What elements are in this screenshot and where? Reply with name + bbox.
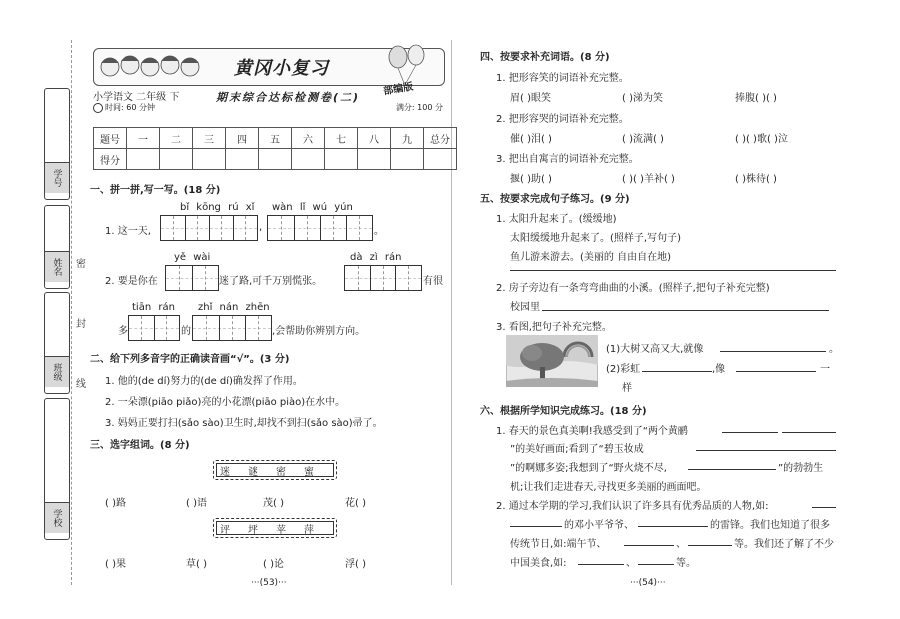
- score-input[interactable]: [391, 149, 424, 170]
- answer-line[interactable]: [642, 371, 712, 372]
- option-char: 坪: [248, 524, 258, 536]
- writing-grid[interactable]: [344, 265, 422, 291]
- time-score-line: [93, 102, 443, 113]
- writing-grid[interactable]: [128, 315, 180, 341]
- question-text: 1. 把形容笑的词语补充完整。: [496, 73, 629, 84]
- question-text: 2. 要是你在: [105, 276, 158, 287]
- question-text: ”的勃勃生: [778, 463, 824, 474]
- page-number-value: 53: [263, 578, 275, 588]
- answer-line[interactable]: [624, 545, 674, 546]
- question-text: 校园里: [510, 302, 540, 313]
- fill-item[interactable]: ( )论: [263, 559, 284, 570]
- question-text: ,会帮助你辨别方向。: [272, 326, 366, 337]
- question-text: 1. 他的(de dí)努力的(de dí)确发挥了作用。: [105, 376, 303, 387]
- option-char: 密: [276, 466, 286, 478]
- pinyin: zhǐ nán zhēn: [198, 302, 270, 313]
- fill-item[interactable]: ( )( )歌( )泣: [735, 134, 788, 145]
- option-char: 评: [220, 524, 230, 536]
- exam-title: 期末综合达标检测卷(二): [216, 91, 361, 104]
- page-number-value: 54: [642, 578, 654, 588]
- question-text: 的雷锋。我们也知道了很多: [710, 520, 830, 531]
- question-text: (2)彩虹: [606, 364, 641, 375]
- question-text: 2. 通过本学期的学习,我们认识了许多具有优秀品质的人物,如:: [496, 501, 769, 512]
- answer-line[interactable]: [722, 432, 778, 433]
- score-cell: 五: [259, 128, 292, 149]
- score-cell: 二: [160, 128, 193, 149]
- question-text: 机;让我们走进春天,寻找更多美丽的画面吧。: [510, 482, 707, 493]
- question-text: ”的啊娜多姿;我想到了“野火烧不尽,: [510, 463, 667, 474]
- answer-line[interactable]: [638, 564, 674, 565]
- section-5-title: 五、按要求完成句子练习。(9 分): [480, 194, 630, 205]
- score-input[interactable]: [292, 149, 325, 170]
- question-text: 鱼儿游来游去。(美丽的 自由自在地): [510, 252, 671, 263]
- question-text: 的: [181, 326, 191, 337]
- question-text: 2. 一朵漂(piāo piǎo)亮的小花漂(piāo piào)在水中。: [105, 397, 346, 408]
- pinyin: bǐ kōng rú xǐ: [180, 202, 255, 213]
- school-box[interactable]: [44, 398, 70, 540]
- question-text: 样: [622, 383, 632, 394]
- score-cell: 总分: [424, 128, 457, 149]
- punctuation: 。: [374, 226, 384, 237]
- name-box[interactable]: [44, 205, 70, 289]
- writing-grid[interactable]: [192, 315, 272, 341]
- answer-line[interactable]: [812, 507, 836, 508]
- score-input[interactable]: [193, 149, 226, 170]
- score-input[interactable]: [226, 149, 259, 170]
- question-text: 一: [820, 364, 830, 375]
- fill-item[interactable]: ( )语: [186, 498, 207, 509]
- question-text: 中国美食,如:: [510, 558, 567, 569]
- fill-item[interactable]: 花( ): [345, 498, 366, 509]
- tree-rainbow-picture: [506, 335, 598, 387]
- question-text: 2. 把形容哭的词语补充完整。: [496, 114, 629, 125]
- fill-item[interactable]: ( )流满( ): [622, 134, 664, 145]
- answer-line[interactable]: [720, 351, 826, 352]
- score-input[interactable]: [424, 149, 457, 170]
- fill-item[interactable]: 浮( ): [345, 559, 366, 570]
- option-char: 苹: [276, 524, 286, 536]
- score-input[interactable]: [325, 149, 358, 170]
- question-text: 传统节日,如:端午节、: [510, 539, 607, 550]
- fill-item[interactable]: ( )果: [105, 559, 126, 570]
- question-text: 迷了路,可千万别慌张。: [219, 276, 323, 287]
- edition-tag: 部编版: [382, 81, 415, 98]
- score-cell: 三: [193, 128, 226, 149]
- answer-line[interactable]: [688, 545, 732, 546]
- score-input[interactable]: [259, 149, 292, 170]
- question-text: (1)大树又高又大,就像: [606, 344, 704, 355]
- option-char: 蜜: [304, 466, 314, 478]
- question-text: 3. 妈妈正要打扫(sǎo sào)卫生时,却找不到扫(sǎo sào)帚了。: [105, 418, 383, 429]
- score-row-label: 得分: [94, 149, 127, 170]
- children-illustration: [98, 51, 206, 83]
- question-text: 3. 看图,把句子补充完整。: [496, 322, 612, 333]
- punct-period: 。: [829, 344, 839, 355]
- section-3-title: 三、选字组词。(8 分): [90, 440, 190, 451]
- page-divider: [451, 40, 452, 585]
- question-text: 的邓小平爷爷、: [564, 520, 634, 531]
- answer-line[interactable]: [638, 526, 708, 527]
- character-options-box: [213, 460, 337, 480]
- seal-word-xian: 线: [76, 379, 86, 390]
- character-options-box: [213, 518, 337, 538]
- fill-item[interactable]: 眉( )眼笑: [510, 93, 551, 104]
- score-table-score-row: [94, 149, 457, 170]
- punctuation: ,: [259, 222, 263, 233]
- fill-item[interactable]: 揠( )助( ): [510, 174, 552, 185]
- writing-grid[interactable]: [267, 215, 373, 241]
- option-char: 萍: [304, 524, 314, 536]
- answer-line[interactable]: [688, 469, 776, 470]
- section-6-title: 六、根据所学知识完成练习。(18 分): [480, 406, 647, 417]
- full-score: 满分: 100 分: [395, 103, 443, 112]
- binding-cut-line: [71, 40, 72, 585]
- score-cell: 四: [226, 128, 259, 149]
- score-input[interactable]: [127, 149, 160, 170]
- student-number-label: 学号: [45, 162, 69, 193]
- class-box[interactable]: [44, 292, 70, 394]
- score-cell: 九: [391, 128, 424, 149]
- fill-item[interactable]: 捧腹( )( ): [735, 93, 777, 104]
- score-input[interactable]: [160, 149, 193, 170]
- fill-item[interactable]: 催( )泪( ): [510, 134, 552, 145]
- section-4-title: 四、按要求补充词语。(8 分): [480, 52, 610, 63]
- option-char: 迷: [220, 466, 230, 478]
- question-text: 1. 春天的景色真美啊!我感受到了“两个黄鹂: [496, 426, 688, 437]
- question-text: 1. 这一天,: [105, 226, 151, 237]
- question-text: 1. 太阳升起来了。(缓缓地): [496, 214, 617, 225]
- fill-item[interactable]: ( )路: [105, 498, 126, 509]
- brand-title: 黄冈小复习: [234, 58, 329, 79]
- writing-grid[interactable]: [165, 265, 219, 291]
- school-label: 学校: [45, 502, 69, 533]
- pinyin: tiān rán: [132, 302, 175, 313]
- clock-icon: [93, 103, 103, 113]
- time-limit: 时间: 60 分钟: [105, 103, 155, 112]
- answer-line[interactable]: [696, 450, 836, 451]
- answer-line[interactable]: [578, 564, 624, 565]
- page-number-left: ···(53)···: [251, 578, 287, 588]
- fill-item[interactable]: 草( ): [186, 559, 207, 570]
- seal-word-feng: 封: [76, 319, 86, 330]
- section-1-title: 一、拼一拼,写一写。(18 分): [90, 185, 221, 196]
- subject-line: 小学语文 二年级 下: [93, 92, 180, 103]
- option-char: 谜: [248, 466, 258, 478]
- question-text: ,像: [712, 364, 726, 375]
- writing-grid[interactable]: [160, 215, 258, 241]
- page-number-right: ···(54)···: [630, 578, 666, 588]
- fill-item[interactable]: ( )( )羊补( ): [622, 174, 675, 185]
- answer-line[interactable]: [782, 432, 836, 433]
- class-label: 班级: [45, 356, 69, 387]
- question-text: 等。我们还了解了不少: [734, 539, 834, 550]
- pinyin: wàn lǐ wú yún: [272, 202, 353, 213]
- student-number-box[interactable]: [44, 88, 70, 200]
- score-cell: 六: [292, 128, 325, 149]
- fill-item[interactable]: ( )涕为笑: [622, 93, 663, 104]
- fill-item[interactable]: 茂( ): [263, 498, 284, 509]
- seal-word-mi: 密: [76, 259, 86, 270]
- score-cell: 七: [325, 128, 358, 149]
- pinyin: yě wài: [174, 252, 211, 263]
- question-text: 3. 把出自寓言的词语补充完整。: [496, 154, 639, 165]
- example-text: 太阳缓缓地升起来了。(照样子,写句子): [510, 233, 681, 244]
- answer-line[interactable]: [510, 270, 836, 271]
- score-cell: 八: [358, 128, 391, 149]
- question-text: 有很: [423, 276, 443, 287]
- score-cell: 题号: [94, 128, 127, 149]
- question-text: 多: [118, 326, 128, 337]
- question-text: 等。: [676, 558, 696, 569]
- punct-comma: 、: [676, 539, 686, 550]
- punct-comma: 、: [626, 558, 636, 569]
- score-cell: 一: [127, 128, 160, 149]
- answer-line[interactable]: [542, 310, 829, 311]
- section-2-title: 二、给下列多音字的正确读音画“√”。(3 分): [90, 354, 290, 365]
- score-table-header-row: [94, 128, 457, 149]
- name-label: 姓名: [45, 251, 69, 282]
- score-input[interactable]: [358, 149, 391, 170]
- answer-line[interactable]: [736, 371, 816, 372]
- fill-item[interactable]: ( )株待( ): [735, 174, 777, 185]
- question-text: 2. 房子旁边有一条弯弯曲曲的小溪。(照样子,把句子补充完整): [496, 283, 770, 294]
- answer-line[interactable]: [510, 526, 562, 527]
- pinyin: dà zì rán: [350, 252, 402, 263]
- question-text: ”的美好画面;看到了“碧玉妆成: [510, 444, 644, 455]
- score-table: [93, 127, 457, 170]
